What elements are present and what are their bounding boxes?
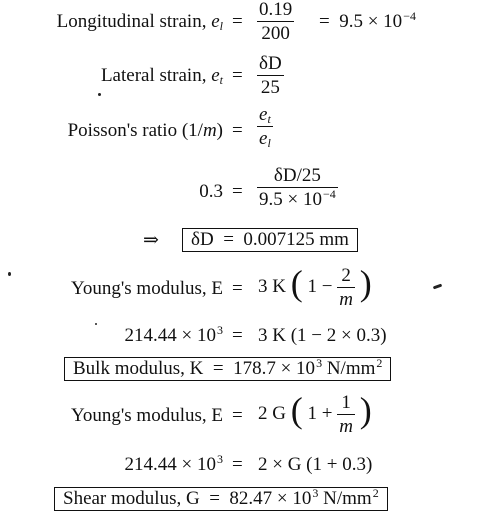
shear-modulus-result-box: Shear modulus, $G = 82.47 \times 10^3$ $N/mm^2$ [54,487,388,511]
lateral-strain-fraction [257,54,284,97]
equals-sign: = [232,325,243,346]
fraction-numerator: δD/25 [257,166,338,188]
fraction-numerator: $e_t$ [259,104,271,126]
youngs-modulus-bulk-expression: 3 K ( 1 − $\frac{2}{m}$ ) [258,263,372,311]
lateral-strain-label: Lateral strain, $e_t$ [100,65,223,87]
scan-speck [98,93,101,96]
poissons-ratio-value: 0.3 [199,181,223,202]
shear-substitution: 2 × G (1 + 0.3) [258,454,373,475]
youngs-modulus-label: Young's modulus, E [71,278,223,299]
poissons-ratio-label: Poisson's ratio (1/m) [67,120,223,141]
strain-fraction [257,0,294,43]
fraction-denominator: 200 [261,23,290,44]
delta-d-fraction [257,166,338,209]
youngs-modulus-shear-expression: 2 G ( 1 + $\frac{1}{m}$ ) [258,390,372,438]
scan-speck [95,323,97,325]
scan-speck [433,284,442,290]
equals-sign: = [232,65,243,86]
youngs-modulus-value: $214.44 \times 10^3$ [124,323,223,346]
fraction-denominator: $e_l$ [259,128,271,150]
equals-sign: = [232,278,243,299]
poissons-ratio-fraction [257,105,273,148]
scan-speck [8,272,11,276]
fraction-denominator: 25 [260,77,280,98]
strain-symbol: $e_t$ [211,65,223,87]
bulk-substitution: 3 K (1 − 2 × 0.3) [258,325,387,346]
strain-symbol: $e_l$ [211,11,223,33]
longitudinal-strain-label: Longitudinal strain, $e_l$ [56,11,223,33]
equals-sign: = [232,11,243,32]
fraction-denominator: m [339,289,353,311]
equals-sign: = [232,454,243,475]
fraction-numerator: δD [259,53,282,74]
equals-sign: = [232,405,243,426]
fraction-numerator: 2 [337,266,355,288]
youngs-modulus-label: Young's modulus, E [71,405,223,426]
strain-result: = $9.5 \times 10^{-4}$ [319,9,416,32]
delta-d-result-box: δD = 0.007125 mm [182,228,358,252]
equals-sign: = [232,120,243,141]
implies-arrow: ⇒ [143,230,159,251]
fraction-denominator: m [339,416,353,438]
fraction-numerator: 0.19 [259,0,293,20]
fraction-denominator: $9.5 \times 10^{-4}$ [259,187,336,210]
equals-sign: = [232,181,243,202]
youngs-modulus-value: $214.44 \times 10^3$ [124,452,223,475]
bulk-modulus-result-box: Bulk modulus, $K = 178.7 \times 10^3$ $N/mm^2$ [64,357,391,381]
fraction-numerator: 1 [337,393,355,415]
